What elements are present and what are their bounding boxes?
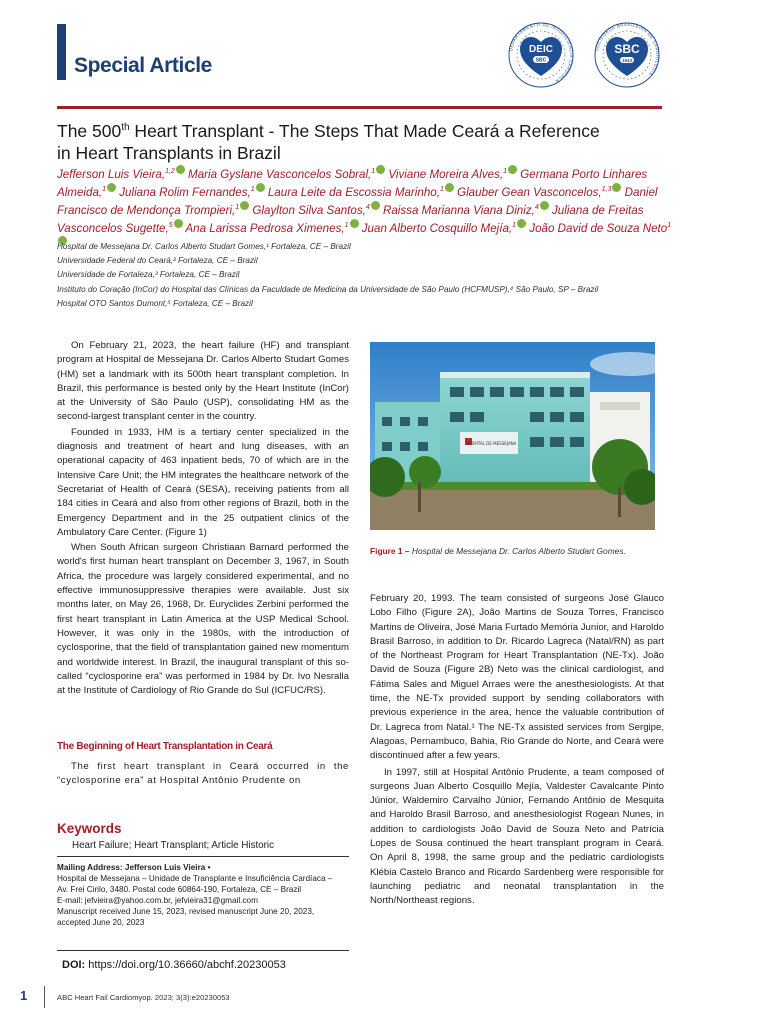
author-affiliation-marker: 1	[667, 222, 672, 230]
section-label: Special Article	[74, 54, 212, 77]
mailing-line: Av. Frei Cirilo, 3480. Postal code 60864-190, Fortaleza, CE – Brazil	[57, 885, 302, 894]
orcid-icon[interactable]	[508, 165, 517, 174]
mailing-line: E-mail: jefvieira@yahoo.com.br, jefvieira31@gmail.com	[57, 896, 258, 905]
author-name	[252, 204, 379, 217]
author-name-text: Juliana de Freitas Vasconcelos Sugette,	[57, 203, 644, 236]
affiliation-line: Hospital OTO Santos Dumont,⁵ Fortaleza, CE – Brazil	[57, 298, 253, 308]
section-subhead: The Beginning of Heart Transplantation in Ceará	[57, 741, 273, 752]
affiliation-line: Hospital de Messejana Dr. Carlos Alberto Studart Gomes,¹ Fortaleza, CE – Brazil	[57, 242, 351, 251]
author-affiliation-marker: 1	[235, 204, 240, 212]
orcid-icon[interactable]	[371, 201, 380, 210]
page-number: 1	[20, 988, 28, 1003]
mailing-line: Hospital de Messejana – Unidade de Transplante e Insuficiência Cardíaca –	[57, 874, 333, 883]
svg-text:SBC: SBC	[535, 57, 547, 64]
author-name-text: Viviane Moreira Alves,	[388, 167, 504, 181]
left-column-body	[57, 339, 349, 698]
subhead-paragraph	[57, 760, 349, 789]
keywords-rule	[57, 856, 349, 857]
journal-citation: ABC Heart Fail Cardiomyop. 2023; 3(3):e20230053	[57, 993, 230, 1002]
title-superscript: th	[121, 122, 130, 133]
paragraph-2: Founded in 1933, HM is a tertiary center specialized in the diagnosis and treatment of heart and lung diseases, with an operational capacity of 463 inpatient beds, 70 of which are in the Intensive Care Unit; the HM integrates the healthcare network of the Secretariat of Health of Ceará (SESA), receiving patients from all 184 cities in Ceará and also from other regions of Brazil, both in the Emergency Department and in the 25 outpatient clinics of the Ambulatory Care Center. (Figure 1)	[57, 426, 349, 538]
author-affiliation-marker: 5	[168, 222, 173, 230]
author-name	[268, 186, 454, 199]
orcid-icon[interactable]	[174, 219, 183, 228]
orcid-icon[interactable]	[256, 183, 265, 192]
author-name-text: Maria Gyslane Vasconcelos Sobral,	[188, 167, 372, 181]
mailing-lead: Mailing Address: Jefferson Luis Vieira •	[57, 863, 211, 872]
header-rule	[57, 106, 662, 109]
doi-label: DOI:	[62, 959, 86, 971]
paragraph-4: The first heart transplant in Ceará occurred in the “cyclosporine era” at Hospital Antônio Prudente on	[57, 761, 349, 787]
author-name	[457, 186, 621, 199]
author-name-text: Daniel Francisco de Mendonça Trompieri,	[57, 185, 658, 217]
orcid-icon[interactable]	[176, 165, 185, 174]
mailing-line: accepted June 20, 2023	[57, 918, 145, 927]
header-accent-bar	[57, 24, 66, 80]
author-name-text: Glaylton Silva Santos,	[252, 203, 366, 217]
keywords-text: Heart Failure; Heart Transplant; Article Historic	[72, 840, 274, 851]
author-affiliation-marker: 1	[344, 222, 349, 230]
sbc-logo-icon	[592, 20, 662, 90]
svg-text:SOCIEDADE BRASILEIRA DE CARDIO: SOCIEDADE BRASILEIRA DE CARDIOLOGIA	[594, 21, 661, 78]
author-name	[188, 168, 385, 181]
paragraph-5: February 20, 1993. The team consisted of surgeons José Glauco Lobo Filho (Figure 2A), João Martins de Souza Torres, Francisco Martins de Oliveira, José Maria Furtado Memória Junior, and Haroldo Brasil Barroso, in addition to Dr. Ricardo Lagreca (Natal/RN) as part of the Northeast Program for Heart Transplantation (NE-Tx). João David de Souza (Figure 2B) Neto was the clinical cardiologist, and Fátima Sales and Miguel Arraes were the anesthesiologists. At that time, the NE-Tx provided support by sending collaborators with previous experience in the area, hence the valuable contribution of Dr. Lagreca from Natal.¹ The NE-Tx assisted services from Sergipe, Alagoas, Pernambuco, Bahia, Rio Grande do Norte, and Ceará were discontinued after a few years.	[370, 593, 664, 762]
author-name	[362, 222, 526, 235]
orcid-icon[interactable]	[517, 219, 526, 228]
svg-text:1943: 1943	[621, 57, 633, 63]
orcid-icon[interactable]	[350, 219, 359, 228]
doi-rule	[57, 950, 349, 951]
author-affiliation-marker: 1	[371, 168, 376, 175]
hospital-photo	[370, 342, 655, 530]
svg-text:DEPARTAMENTO DE INSUFICIÊNCIA: DEPARTAMENTO DE INSUFICIÊNCIA CARDÍACA	[508, 21, 575, 85]
affiliations	[57, 240, 677, 311]
mailing-line: Manuscript received June 15, 2023, revised manuscript June 20, 2023,	[57, 907, 315, 916]
author-name-text: Glauber Gean Vasconcelos,	[457, 185, 602, 199]
title-line-2: in Heart Transplants in Brazil	[57, 142, 281, 163]
author-name-text: Juan Alberto Cosquillo Mejía,	[361, 222, 513, 236]
author-name-text: Ana Larissa Pedrosa Ximenes,	[185, 222, 345, 236]
author-name	[119, 186, 264, 199]
author-affiliation-marker: 4	[365, 204, 370, 212]
orcid-icon[interactable]	[445, 183, 454, 192]
orcid-icon[interactable]	[376, 165, 385, 174]
mailing-address	[57, 862, 349, 928]
author-affiliation-marker: 1	[102, 186, 107, 194]
author-affiliation-marker: 1	[439, 186, 444, 194]
orcid-icon[interactable]	[107, 183, 116, 192]
author-name-text: Germana Porto Linhares Almeida,	[57, 167, 648, 199]
title-part-2: Heart Transplant - The Steps That Made Ceará a Reference	[129, 120, 600, 141]
author-name	[383, 204, 549, 217]
author-affiliation-marker: 1,2	[165, 168, 175, 175]
affiliation-line: Universidade de Fortaleza,³ Fortaleza, CE – Brazil	[57, 270, 240, 280]
doi-link[interactable]: https://doi.org/10.36660/abchf.20230053	[85, 959, 286, 971]
keywords-title: Keywords	[57, 821, 122, 836]
orcid-icon[interactable]	[612, 183, 621, 192]
figure-caption	[370, 546, 626, 556]
affiliation-line: Instituto do Coração (InCor) do Hospital das Clínicas da Faculdade de Medicina da Universidade de São Paulo (HCFMUSP),⁴ São Paulo, SP – Brazil	[57, 284, 599, 294]
right-column-body	[370, 592, 664, 909]
svg-text:DEIC: DEIC	[529, 44, 553, 55]
author-affiliation-marker: 1	[503, 168, 508, 175]
author-affiliation-marker: 1	[512, 222, 517, 230]
author-name-text: Laura Leite da Escossia Marinho,	[267, 185, 440, 199]
title-part-1: The 500	[57, 120, 122, 141]
svg-text:SBC: SBC	[614, 42, 640, 56]
paragraph-6: In 1997, still at Hospital Antônio Prudente, a team composed of surgeons Juan Alberto Cosquillo Mejía, Valdester Cavalcante Pinto Júnior, Waldemiro Carvalho Júnior, Fernando Antônio de Mesquita and Haroldo Brasil Barroso, and anesthesiologist Rogean Nunes, in addition to cardiologists João David de Souza Neto and Patrícia Lopes de Sousa continued the heart transplant program in Ceará. On April 8, 1998, the same group and the pediatric cardiologists Klébia Castelo Branco and Ricardo Sardenberg were responsible for launching pediatric and neonatal transplantation in the North/Northeast regions.	[370, 766, 664, 907]
author-name-text: Jefferson Luis Vieira,	[57, 167, 166, 181]
doi-line	[62, 959, 286, 971]
author-name	[57, 168, 185, 181]
author-name-text: Raissa Marianna Viana Diniz,	[382, 203, 535, 217]
author-name	[185, 222, 358, 235]
orcid-icon[interactable]	[540, 201, 549, 210]
article-title	[57, 117, 677, 164]
paragraph-1: On February 21, 2023, the heart failure (HF) and transplant program at Hospital de Messejana Dr. Carlos Alberto Studart Gomes (HM) set a landmark with its 500th heart transplant completion. In Brazil, this performance is bested only by the Heart Institute (InCor) at the University of São Paulo (USP), consolidating HM as the second-largest transplant center in the country.	[57, 340, 349, 423]
figure-label: Figure 1 –	[370, 546, 410, 556]
footer-rule	[44, 986, 45, 1008]
author-name-text: João David de Souza Neto	[529, 222, 668, 236]
hospital-sign-text: HOSPITAL DE MESSEJANA	[465, 441, 517, 446]
deic-logo-icon	[506, 20, 576, 90]
affiliation-line: Universidade Federal do Ceará,² Fortaleza, CE – Brazil	[57, 256, 258, 266]
author-affiliation-marker: 1	[250, 186, 255, 194]
paragraph-3: When South African surgeon Christiaan Barnard performed the world's first human heart transplant on December 3, 1967, in South Africa, the procedure was largely considered experimental, and no effective immunosuppressive therapies were available. Just six months later, on May 26, 1968, Dr. Euryclides Zerbini performed the first heart transplant in Latin America at the USP Medical School. However, it was only in the 1980s, with the introduction of cyclosporine, that the field of transplantation gained new momentum and worldwide interest. In Brazil, the inaugural transplant of this so-called “cyclosporine era” was performed in 1984 by Dr. Ivo Nesralla at the Institute of Cardiology of Rio Grande do Sul (ICFUC/RS).	[57, 542, 349, 697]
figure-caption-text: Hospital de Messejana Dr. Carlos Alberto Studart Gomes.	[409, 546, 626, 556]
author-name	[388, 168, 517, 181]
orcid-icon[interactable]	[240, 201, 249, 210]
author-affiliation-marker: 1,3	[601, 186, 612, 194]
author-name-text: Juliana Rolim Fernandes,	[119, 185, 251, 199]
author-affiliation-marker: 4	[534, 204, 539, 212]
